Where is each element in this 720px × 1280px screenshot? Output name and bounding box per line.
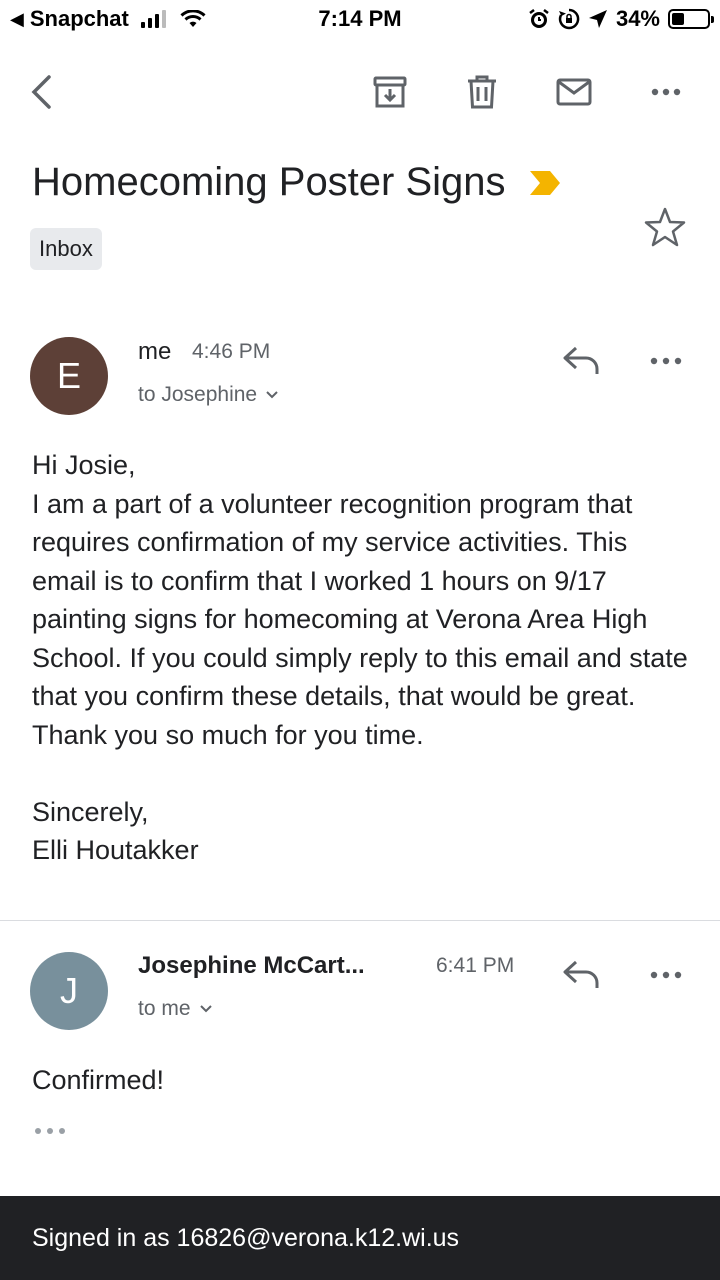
battery-percent: 34% <box>615 6 660 31</box>
show-trimmed-content-icon[interactable] <box>32 1124 68 1138</box>
back-arrow-icon <box>23 73 61 111</box>
subject-text: Homecoming Poster Signs <box>32 160 506 204</box>
status-bar <box>0 0 720 40</box>
chevron-down-icon <box>199 1004 213 1014</box>
message-body <box>32 1061 692 1100</box>
email-toolbar <box>0 60 720 124</box>
status-time: 7:14 PM <box>318 6 402 31</box>
back-app-name: Snapchat <box>29 6 129 31</box>
sender-name: Josephine McCart... <box>138 952 365 979</box>
recipient-details-toggle[interactable] <box>138 383 279 407</box>
message-more-icon[interactable] <box>646 968 686 982</box>
star-icon[interactable] <box>644 206 686 248</box>
sender-avatar[interactable]: E <box>30 337 108 415</box>
email-subject <box>32 160 562 205</box>
body-signature: Elli Houtakker <box>32 835 199 865</box>
reply-icon[interactable] <box>560 344 602 378</box>
reply-icon[interactable] <box>560 958 602 992</box>
rotation-lock-icon <box>558 8 580 30</box>
back-to-app-icon: ◀ <box>10 8 24 29</box>
archive-button[interactable] <box>368 70 412 114</box>
signed-in-text: Signed in as 16826@verona.k12.wi.us <box>32 1224 460 1252</box>
message-time: 6:41 PM <box>436 954 515 977</box>
sender-avatar[interactable]: J <box>30 952 108 1030</box>
alarm-icon <box>528 8 550 30</box>
signed-in-footer <box>0 1196 720 1280</box>
trash-icon <box>463 73 501 111</box>
chevron-down-icon <box>265 390 279 400</box>
message-time: 4:46 PM <box>192 340 271 363</box>
body-line: Hi Josie, <box>32 450 136 480</box>
location-icon <box>588 9 608 29</box>
status-bar-right <box>528 6 710 32</box>
message-more-icon[interactable] <box>646 354 686 368</box>
delete-button[interactable] <box>460 70 504 114</box>
inbox-label-chip[interactable]: Inbox <box>30 228 102 270</box>
recipient-details-toggle[interactable] <box>138 997 213 1021</box>
back-button[interactable] <box>20 70 64 114</box>
message-divider <box>0 920 720 921</box>
recipient-text: to Josephine <box>138 383 258 406</box>
body-signoff: Sincerely, <box>32 796 149 827</box>
mail-icon <box>555 73 593 111</box>
body-paragraph: I am a part of a volunteer recognition program that requires confirmation of my service activities. This email is to confirm that I worked 1 hours on 9/17 painting signs for homecoming at Verona Area High School. If you could simply reply to this email and state that you confirm these details, that would be great. Thank you so much for you time. <box>32 488 688 750</box>
importance-marker-icon[interactable] <box>528 170 562 196</box>
recipient-text: to me <box>138 997 191 1020</box>
battery-level-fill <box>672 13 684 25</box>
body-line: Confirmed! <box>32 1065 165 1095</box>
body-blank-line <box>32 754 692 793</box>
more-options-button[interactable] <box>644 70 688 114</box>
more-options-icon <box>647 73 685 111</box>
message-body <box>32 446 692 870</box>
sender-name: me <box>138 338 172 365</box>
archive-icon <box>371 73 409 111</box>
battery-icon <box>668 9 710 29</box>
mark-unread-button[interactable] <box>552 70 596 114</box>
